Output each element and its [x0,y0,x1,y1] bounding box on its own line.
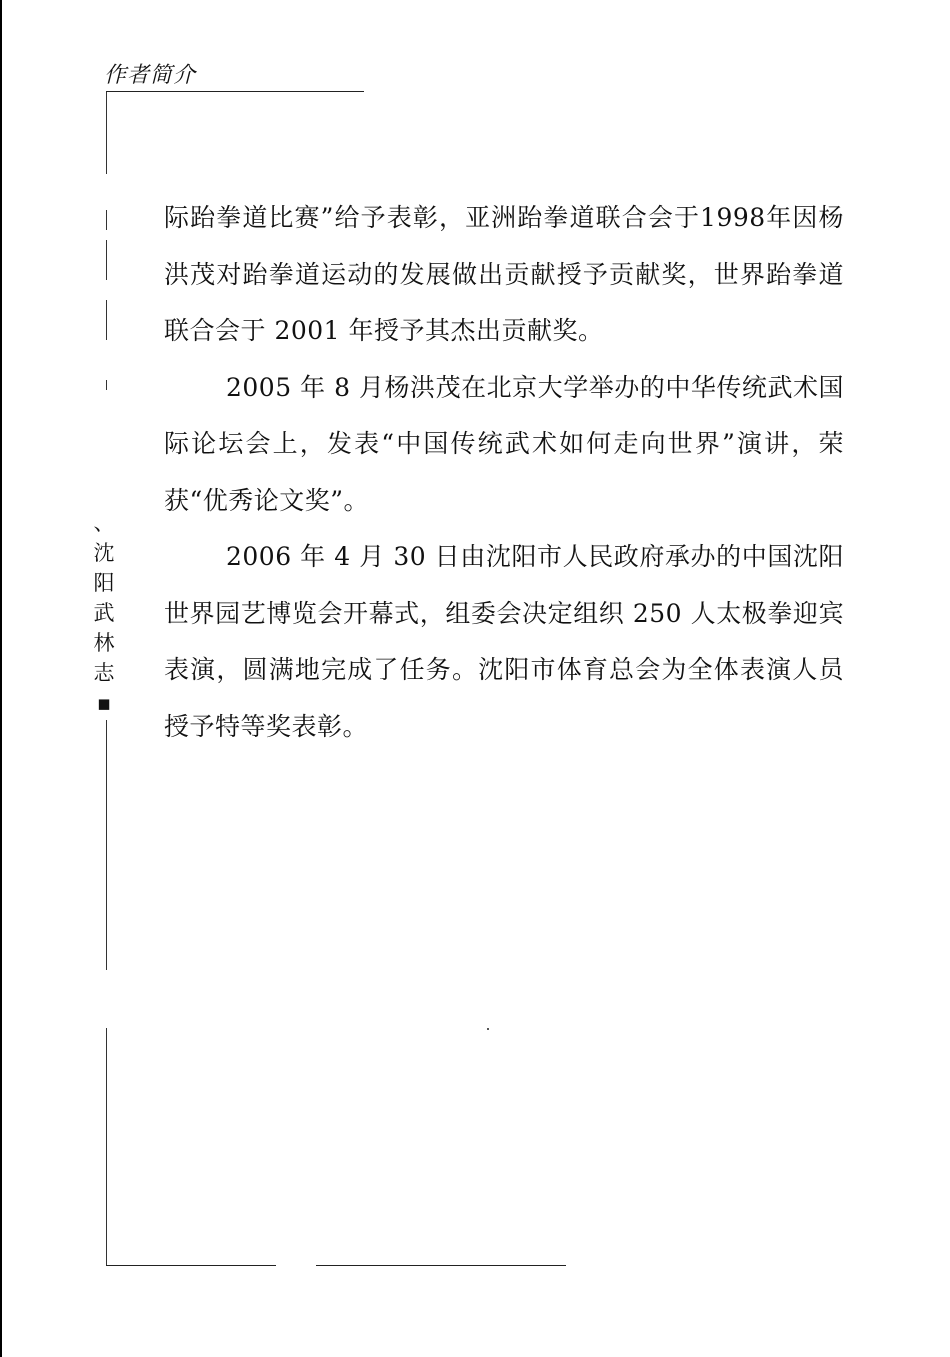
margin-line [106,1028,107,1266]
margin-line [106,92,107,174]
book-title-char: ▪ [96,691,112,715]
margin-line [106,210,107,230]
header-rule [106,91,364,92]
paragraph: 2006 年 4 月 30 日由沈阳市人民政府承办的中国沈阳世界园艺博览会开幕式，组委会决定组织 250 人太极拳迎宾表演，圆满地完成了任务。沈阳市体育总会为全体表演人员授予特等奖表彰。 [164,542,844,741]
footer-rule [106,1265,276,1266]
margin-line [106,240,107,280]
body-text [164,190,844,755]
margin-line [106,720,107,970]
paragraph: 2005 年 8 月杨洪茂在北京大学举办的中华传统武术国际论坛会上，发表“中国传统武术如何走向世界”演讲，荣获“优秀论文奖”。 [164,372,844,515]
page-header-title: 作者简介 [104,63,197,88]
book-title-vertical [88,508,120,718]
book-title-char: 阳 [93,571,115,595]
scan-speck [487,1028,489,1030]
margin-line [106,300,107,340]
book-title-char: 、 [93,511,115,535]
book-title-char: 林 [93,631,115,655]
book-title-char: 志 [93,661,115,685]
page-edge-line [0,0,2,1357]
margin-line [106,380,107,390]
book-title-char: 武 [93,601,115,625]
footer-rule [316,1265,566,1266]
paragraph: 际跆拳道比赛”给予表彰，亚洲跆拳道联合会于1998年因杨洪茂对跆拳道运动的发展做出贡献授予贡献奖，世界跆拳道联合会于 2001 年授予其杰出贡献奖。 [164,203,844,345]
book-title-char: 沈 [93,541,115,565]
